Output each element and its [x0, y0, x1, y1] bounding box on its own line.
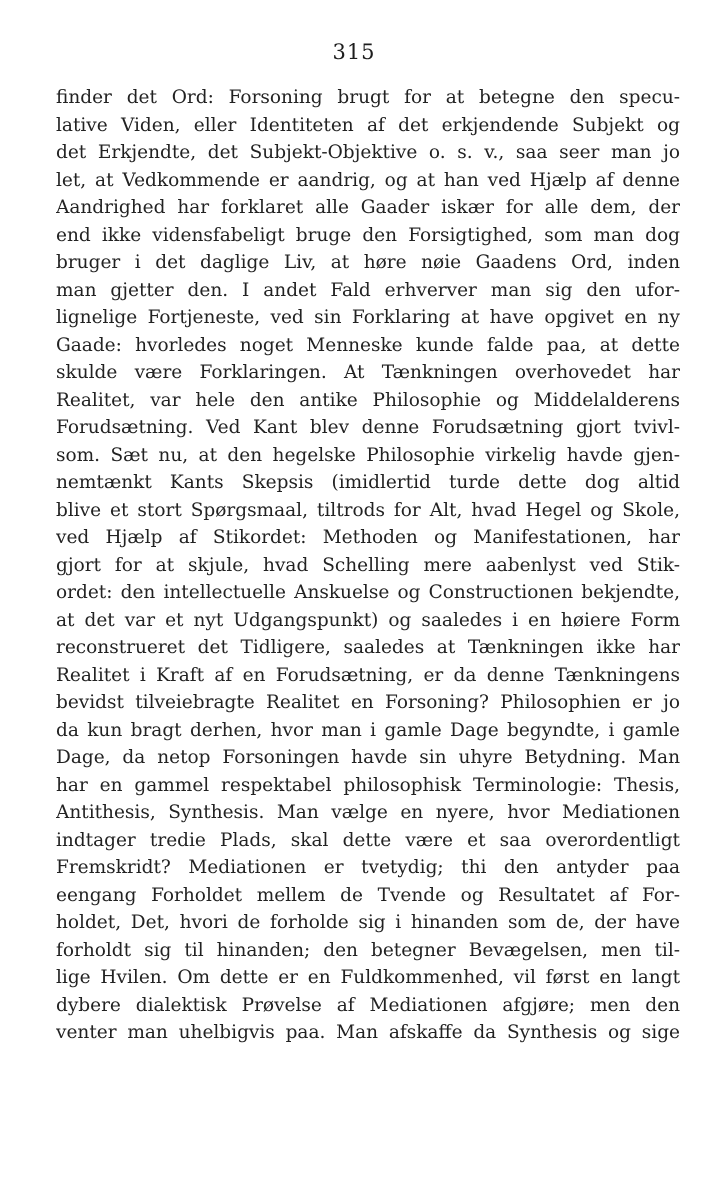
- text-line: da kun bragt derhen, hvor man i gamle Dage begyndte, i gamle: [56, 719, 680, 741]
- text-line: bruger i det daglige Liv, at høre nøie Gaadens Ord, inden: [56, 252, 680, 273]
- text-line: gjort for at skjule, hvad Schelling mere aabenlyst ved Stik-: [56, 554, 680, 576]
- text-line: Antithesis, Synthesis. Man vælge en nyere, hvor Mediationen: [56, 802, 680, 823]
- text-line: holdet, Det, hvori de forholde sig i hinanden som de, der have: [56, 912, 680, 933]
- page-number: 315: [332, 40, 376, 64]
- text-line: skulde være Forklaringen. At Tænkningen overhovedet har: [56, 362, 680, 383]
- text-line: ved Hjælp af Stikordet: Methoden og Manifestationen, har: [56, 527, 680, 548]
- text-line: Realitet, var hele den antike Philosophie og Middelalderens: [56, 389, 680, 411]
- text-line: at det var et nyt Udgangspunkt) og saaledes i en høiere Form: [56, 609, 680, 631]
- text-line: Dage, da netop Forsoningen havde sin uhyre Betydning. Man: [56, 747, 680, 768]
- text-line: indtager tredie Plads, skal dette være et saa overordentligt: [56, 829, 680, 851]
- text-line: eengang Forholdet mellem de Tvende og Resultatet af For-: [56, 884, 680, 906]
- text-line: Aandrighed har forklaret alle Gaader iskær for alle dem, der: [56, 197, 680, 218]
- text-line: forholdt sig til hinanden; den betegner Bevægelsen, men til-: [56, 939, 680, 961]
- text-line: nemtænkt Kants Skepsis (imidlertid turde dette dog altid: [56, 472, 680, 493]
- text-line: ordet: den intellectuelle Anskuelse og Constructionen bekjendte,: [56, 582, 680, 603]
- text-line: let, at Vedkommende er aandrig, og at han ved Hjælp af denne: [56, 169, 680, 191]
- text-line: har en gammel respektabel philosophisk Terminologie: Thesis,: [56, 774, 680, 796]
- text-line: lige Hvilen. Om dette er en Fuldkommenhed, vil først en langt: [56, 967, 680, 988]
- text-line: som. Sæt nu, at den hegelske Philosophie virkelig havde gjen-: [56, 444, 680, 466]
- text-line: det Erkjendte, det Subjekt-Objektive o. s. v., saa seer man jo: [56, 142, 680, 163]
- text-line: reconstrueret det Tidligere, saaledes at Tænkningen ikke har: [56, 637, 680, 658]
- text-line: Realitet i Kraft af en Forudsætning, er da denne Tænkningens: [56, 664, 680, 686]
- text-line: bevidst tilveiebragte Realitet en Forsoning? Philosophien er jo: [56, 692, 680, 713]
- text-line: Fremskridt? Mediationen er tvetydig; thi den antyder paa: [56, 857, 680, 878]
- text-line: Gaade: hvorledes noget Menneske kunde falde paa, at dette: [56, 334, 680, 356]
- text-line: dybere dialektisk Prøvelse af Mediationen afgjøre; men den: [56, 994, 680, 1016]
- body-text: [56, 84, 680, 1047]
- text-line: venter man uhelbigvis paa. Man afskaffe da Synthesis og sige: [56, 1022, 680, 1043]
- text-line: man gjetter den. I andet Fald erhverver man sig den ufor-: [56, 279, 680, 301]
- text-line: end ikke vidensfabeligt bruge den Forsigtighed, som man dog: [56, 224, 680, 246]
- text-line: finder det Ord: Forsoning brugt for at betegne den specu-: [56, 87, 680, 108]
- text-line: lative Viden, eller Identiteten af det erkjendende Subjekt og: [56, 114, 680, 136]
- text-line: Forudsætning. Ved Kant blev denne Forudsætning gjort tvivl-: [56, 417, 680, 438]
- text-line: lignelige Fortjeneste, ved sin Forklaring at have opgivet en ny: [56, 307, 680, 328]
- text-line: blive et stort Spørgsmaal, tiltrods for Alt, hvad Hegel og Skole,: [56, 499, 680, 521]
